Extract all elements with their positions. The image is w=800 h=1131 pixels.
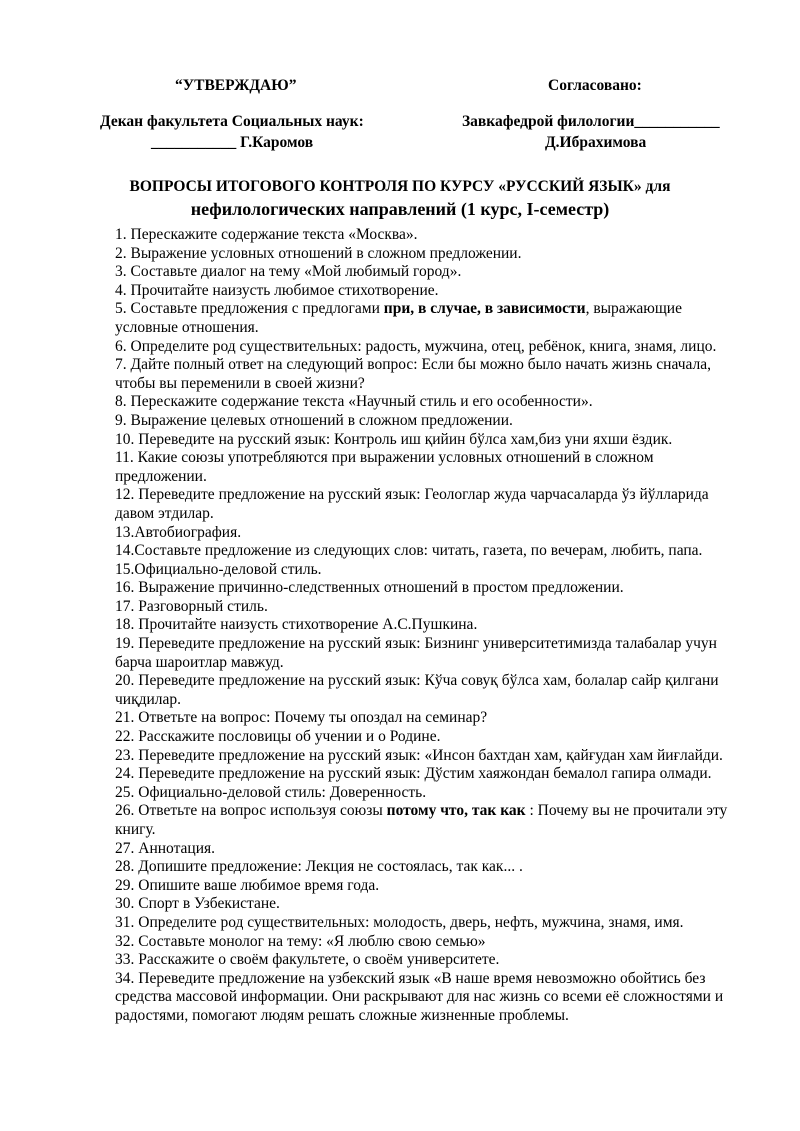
question-text-continued: : Почему вы не прочитали эту книгу. xyxy=(115,802,728,838)
question-text: 7. Дайте полный ответ на следующий вопрос: Если бы можно было начать жизнь сначала, чтобы вы переменили в своей жизни? xyxy=(115,356,712,392)
question-text: 34. Переведите предложение на узбекский язык «В наше время невозможно обойтись без средства массовой информации. Они раскрывают для нас жизнь со всеми её сложностями и радостями, помогают людям решать сложные жизненные проблемы. xyxy=(115,969,724,1024)
question-item xyxy=(115,338,745,357)
question-text: 5. Составьте предложения с предлогами xyxy=(115,300,384,318)
question-item xyxy=(115,598,745,617)
question-text: 12. Переведите предложение на русский язык: Геологлар жуда чарчасаларда ўз йўлларида давом этдилар. xyxy=(115,486,709,522)
question-item xyxy=(115,412,745,431)
head-of-department-position: Завкафедрой филологии___________ xyxy=(462,113,720,130)
question-text: 27. Аннотация. xyxy=(115,839,216,857)
question-list xyxy=(115,226,745,1026)
question-item xyxy=(115,877,745,896)
question-text: 13.Автобиография. xyxy=(115,523,242,541)
question-text-continued: , выражающие условные отношения. xyxy=(115,300,682,336)
dean-signature-line: ___________ Г.Каромов xyxy=(151,134,314,151)
question-text: 8. Перескажите содержание текста «Научный стиль и его особенности». xyxy=(115,393,593,411)
question-emphasis: при, в случае, в зависимости xyxy=(383,300,586,318)
question-item xyxy=(115,765,745,784)
question-item xyxy=(115,914,745,933)
question-item xyxy=(115,356,745,393)
question-item xyxy=(115,561,745,580)
question-item xyxy=(115,226,745,245)
question-item xyxy=(115,616,745,635)
question-text: 18. Прочитайте наизусть стихотворение А.С.Пушкина. xyxy=(115,616,478,634)
question-text: 20. Переведите предложение на русский язык: Кўча совуқ бўлса хам, болалар сайр қилгани чиқдилар. xyxy=(115,672,719,708)
question-item xyxy=(115,245,745,264)
question-text: 10. Переведите на русский язык: Контроль иш қийин бўлса хам,биз уни яхши ёздик. xyxy=(115,430,673,448)
question-item xyxy=(115,542,745,561)
question-item xyxy=(115,282,745,301)
question-item xyxy=(115,858,745,877)
document-title-line-2: нефилологических направлений (1 курс, I-семестр) xyxy=(190,199,610,219)
question-item xyxy=(115,933,745,952)
question-text: 23. Переведите предложение на русский язык: «Инсон бахтдан хам, қайғудан хам йиғлайди. xyxy=(115,746,723,764)
question-item xyxy=(115,802,745,839)
question-text: 29. Опишите ваше любимое время года. xyxy=(115,876,380,894)
document-title-line-1: ВОПРОСЫ ИТОГОВОГО КОНТРОЛЯ ПО КУРСУ «РУССКИЙ ЯЗЫК» для xyxy=(129,178,671,195)
question-text: 14.Составьте предложение из следующих слов: читать, газета, по вечерам, любить, папа. xyxy=(115,542,703,560)
question-text: 4. Прочитайте наизусть любимое стихотворение. xyxy=(115,281,439,299)
question-item xyxy=(115,970,745,1026)
question-text: 33. Расскажите о своём факультете, о своём университете. xyxy=(115,951,500,969)
question-text: 16. Выражение причинно-следственных отношений в простом предложении. xyxy=(115,579,624,597)
question-text: 6. Определите род существительных: радость, мужчина, отец, ребёнок, книга, знамя, лицо. xyxy=(115,337,717,355)
question-text: 28. Допишите предложение: Лекция не состоялась, так как... . xyxy=(115,858,523,876)
question-item xyxy=(115,951,745,970)
question-text: 24. Переведите предложение на русский язык: Дўстим хаяжондан бемалол гапира олмади. xyxy=(115,765,712,783)
question-item xyxy=(115,728,745,747)
question-item xyxy=(115,300,745,337)
question-text: 19. Переведите предложение на русский язык: Бизнинг университетимизда талабалар учун барча шароитлар мавжуд. xyxy=(115,635,717,671)
question-item xyxy=(115,393,745,412)
question-text: 1. Перескажите содержание текста «Москва». xyxy=(115,226,418,243)
question-text: 21. Ответьте на вопрос: Почему ты опоздал на семинар? xyxy=(115,709,488,727)
question-text: 22. Расскажите пословицы об учении и о Родине. xyxy=(115,728,441,746)
head-of-department-name: Д.Ибрахимова xyxy=(545,134,647,151)
question-item xyxy=(115,709,745,728)
question-item xyxy=(115,784,745,803)
question-item xyxy=(115,579,745,598)
question-text: 32. Составьте монолог на тему: «Я люблю свою семью» xyxy=(115,932,486,950)
question-item xyxy=(115,747,745,766)
question-item xyxy=(115,895,745,914)
question-item xyxy=(115,263,745,282)
question-text: 2. Выражение условных отношений в сложном предложении. xyxy=(115,244,522,262)
question-emphasis: потому что, так как xyxy=(386,802,526,820)
question-text: 26. Ответьте на вопрос используя союзы xyxy=(115,802,387,820)
approval-title: “УТВЕРЖДАЮ” xyxy=(175,77,297,94)
question-item xyxy=(115,840,745,859)
question-text: 11. Какие союзы употребляются при выражении условных отношений в сложном предложении. xyxy=(115,449,654,485)
question-item xyxy=(115,431,745,450)
question-item xyxy=(115,672,745,709)
question-text: 9. Выражение целевых отношений в сложном предложении. xyxy=(115,411,513,429)
question-text: 30. Спорт в Узбекистане. xyxy=(115,895,280,913)
agreement-title: Согласовано: xyxy=(548,77,642,94)
question-text: 15.Официально-деловой стиль. xyxy=(115,560,322,578)
dean-position: Декан факультета Социальных наук: xyxy=(100,113,364,130)
question-text: 17. Разговорный стиль. xyxy=(115,597,268,615)
question-item xyxy=(115,635,745,672)
question-text: 25. Официально-деловой стиль: Доверенность. xyxy=(115,783,427,801)
question-text: 3. Составьте диалог на тему «Мой любимый город». xyxy=(115,263,462,281)
question-text: 31. Определите род существительных: молодость, дверь, нефть, мужчина, знамя, имя. xyxy=(115,913,684,931)
question-item xyxy=(115,486,745,523)
question-item xyxy=(115,524,745,543)
question-item xyxy=(115,449,745,486)
